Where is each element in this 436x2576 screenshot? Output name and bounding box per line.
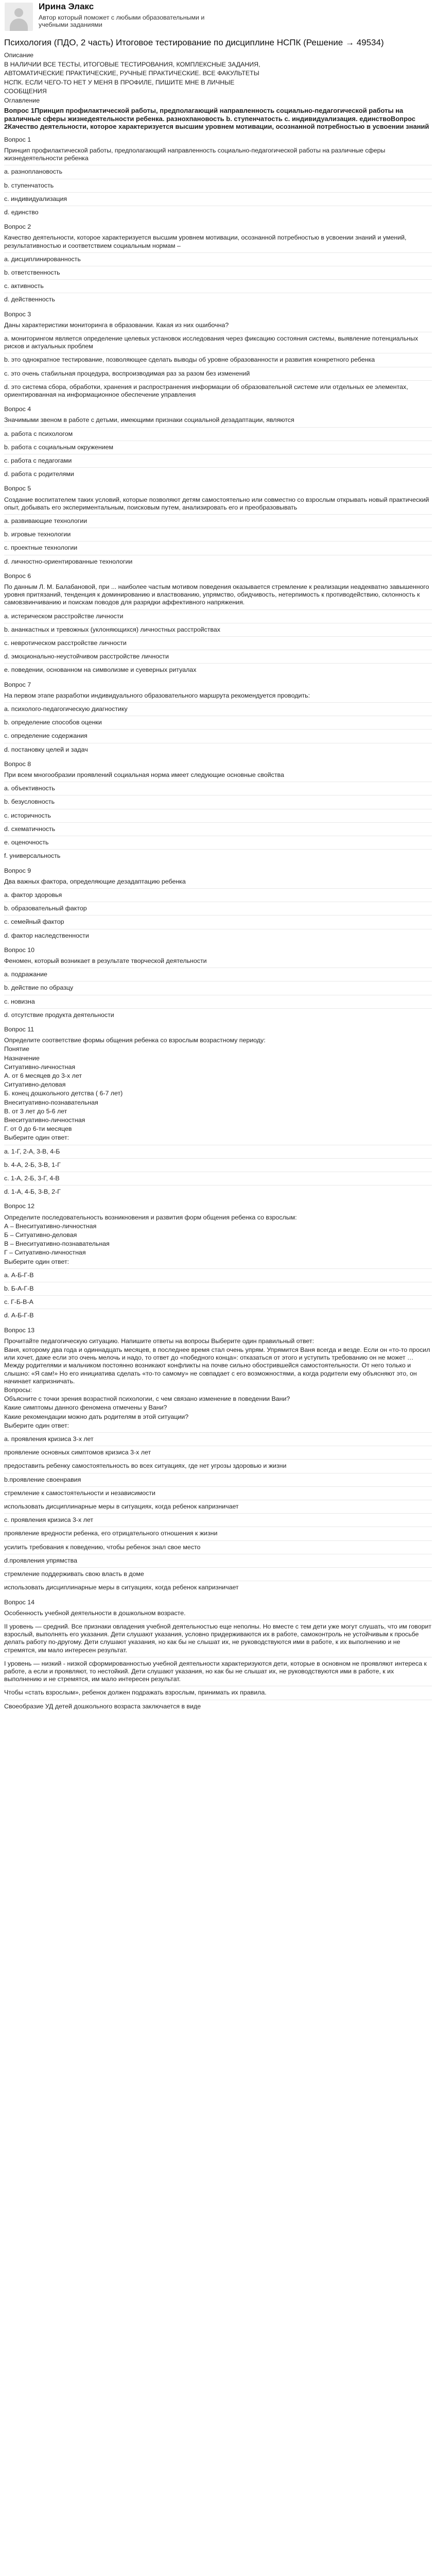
answer-option: II уровень — средний. Все признаки овладения учебной деятельностью еще неполны. Но вместе с тем дети уже могут слушать, что им говорит взрослый, выполнять его указания. Дети слушают указания, условно придерживаются их в работе, самоконтроль не устойчивым к просьбе делать работу по-другому. Дети слушают указания, но как бы не слышат их, не руководствуются ими в работе, к их выполнению и не стремятся, им мало интересен результат. (4, 1620, 432, 1657)
answer-option: d. это система сбора, обработки, хранения и распространения информации об образовательной системе или отдельных ее элементах, ориентированная на информационное обеспечение управления (4, 380, 432, 401)
question-text-line: При всем многообразии проявлений социальная норма имеет следующие основные свойства (4, 771, 284, 779)
answer-option: b. образовательный фактор (4, 902, 432, 915)
answer-option: c. Г-Б-В-А (4, 1295, 432, 1309)
question-text (4, 957, 432, 965)
answer-option: b. безусловность (4, 795, 432, 808)
question-text-line: По данным Л. М. Балабановой, при ... наиболее частым мотивом поведения оказывается стремление к реализации неадекватно завышенного уровня притязаний, тенденция к доминированию и властвованию, упрямство, обидчивость, нетерпимость к противодействию, склонность к самовзвинчиванию и поискам поводов для разрядки аффективного напряжения. (4, 583, 429, 606)
question-item (4, 572, 432, 677)
answer-option: a. разноплановость (4, 165, 432, 178)
answer-option: b. действие по образцу (4, 981, 432, 994)
question-text (4, 234, 432, 249)
answer-option: c. индивидуализация (4, 192, 432, 206)
answer-option: b. ананкастных и тревожных (уклоняющихся) личностных расстройствах (4, 623, 432, 636)
question-number: Вопрос 5 (4, 485, 31, 493)
answer-option: a. развивающие технологии (4, 514, 432, 528)
question-number: Вопрос 2 (4, 223, 31, 231)
description-block (4, 60, 432, 96)
answer-option: d. схематичность (4, 822, 432, 836)
question-item (4, 1599, 432, 1713)
author-header (0, 0, 436, 29)
question-number: Вопрос 1 (4, 135, 31, 143)
document-title: Психология (ПДО, 2 часть) Итоговое тестирование по дисциплине НСПК (Решение → 49534) (4, 38, 384, 47)
answer-option: a. психолого-педагогическую диагностику (4, 702, 432, 716)
question-text-line: Внеситуативно-личностная (4, 1116, 85, 1124)
outline-text: Вопрос 1Принцип профилактической работы, предполагающий направленность социально-педагогической работы на различные сферы жизнедеятельности ребенка. разнохпановость b. ступенчатость c. индивидуализация. единствоВопрос 2Качество деятельности, которое характеризуется высшим уровнем мотивации, осознанной потребностью в усвоении знаний (4, 107, 429, 131)
answer-option: c. работа с педагогами (4, 454, 432, 467)
answer-option: a. работа с психологом (4, 427, 432, 440)
question-text-line: В. от 3 лет до 5-6 лет (4, 1107, 67, 1115)
answer-option: использовать дисциплинарные меры в ситуациях, когда ребенок капризничает (4, 1500, 432, 1513)
avatar-head-shape (14, 8, 23, 17)
answer-option: b. Б-А-Г-В (4, 1282, 432, 1295)
question-text-line: Даны характеристики мониторинга в образовании. Какая из них ошибочна? (4, 321, 229, 329)
question-text-line: Б. конец дошкольного детства ( 6-7 лет) (4, 1090, 123, 1097)
question-number: Вопрос 14 (4, 1598, 35, 1606)
question-text-line: Понятие (4, 1045, 29, 1053)
answer-option: a. истерическом расстройстве личности (4, 609, 432, 623)
answer-option: усилить требования к поведению, чтобы ребенок знал свое место (4, 1540, 432, 1554)
question-text (4, 1214, 432, 1266)
answer-option: d. эмоционально-неустойчивом расстройстве личности (4, 650, 432, 663)
description-line: СООБЩЕНИЯ (4, 87, 47, 95)
answer-option: d. личностно-ориентированные технологии (4, 555, 432, 568)
author-name[interactable]: Ирина Элакс (39, 2, 94, 11)
answer-option: d. 1-А, 4-Б, 3-В, 2-Г (4, 1185, 432, 1198)
question-number: Вопрос 12 (4, 1202, 35, 1210)
question-text-line: Б – Ситуативно-деловая (4, 1231, 77, 1239)
question-text-line: Какие рекомендации можно дать родителям в этой ситуации? (4, 1413, 189, 1420)
question-text-line: А – Внеситуативно-личностная (4, 1222, 97, 1230)
answer-option: a. 1-Г, 2-А, 3-В, 4-Б (4, 1145, 432, 1158)
answer-option: d. единство (4, 206, 432, 219)
question-item (4, 867, 432, 942)
answer-option: a. фактор здоровья (4, 888, 432, 902)
answer-option: f. универсальность (4, 849, 432, 862)
question-text-line: Выберите один ответ: (4, 1134, 69, 1142)
question-text-line: Качество деятельности, которое характеризуется высшим уровнем мотивации, осознанной потребностью в усвоении знаний и умений, результативностью и соответствием социальным нормам – (4, 234, 407, 249)
answer-option: стремление поддерживать свою власть в доме (4, 1567, 432, 1581)
question-text (4, 583, 432, 607)
question-text (4, 1609, 432, 1617)
question-text (4, 321, 432, 329)
answer-option: c. 1-А, 2-Б, 3-Г, 4-В (4, 1172, 432, 1185)
answer-option: b. это однократное тестирование, позволяющее сделать выводы об уровне образованности и развития конкретного ребенка (4, 353, 432, 366)
question-number: Вопрос 13 (4, 1326, 35, 1334)
question-text (4, 771, 432, 779)
question-text-line: Ситуативно-деловая (4, 1081, 66, 1089)
answer-option: d. работа с родителями (4, 467, 432, 481)
answer-option: b. определение способов оценки (4, 716, 432, 729)
question-number: Вопрос 9 (4, 867, 31, 874)
answer-option: c. невротическом расстройстве личности (4, 636, 432, 650)
description-label: Описание (4, 52, 34, 59)
question-text-line: Выберите один ответ: (4, 1421, 69, 1429)
question-item (4, 681, 432, 756)
answer-option: d. отсутствие продукта деятельности (4, 1008, 432, 1022)
question-text-line: Прочитайте педагогическую ситуацию. Напишите ответы на вопросы Выберите один правильный ответ: (4, 1337, 315, 1345)
question-item (4, 1026, 432, 1198)
question-text-line: A. от 6 месяцев до 3-х лет (4, 1072, 82, 1079)
description-line: АВТОМАТИЧЕСКИЕ ПРАКТИЧЕСКИЕ, РУЧНЫЕ ПРАКТИЧЕСКИЕ. ВСЕ ФАКУЛЬТЕТЫ (4, 70, 259, 77)
outline-label: Оглавление (4, 97, 40, 105)
question-text-line: Значимыми звеном в работе с детьми, имеющими признаки социальной дезадаптации, являются (4, 416, 294, 424)
answer-option: c. историчность (4, 809, 432, 822)
question-number: Вопрос 10 (4, 946, 35, 954)
answer-option: d. постановку целей и задач (4, 743, 432, 756)
question-text (4, 416, 432, 424)
question-text (4, 1037, 432, 1142)
question-text-line: Определите последовательность возникновения и развития форм общения ребенка со взрослым: (4, 1213, 297, 1221)
question-item (4, 485, 432, 568)
answer-option: a. проявления кризиса 3-х лет (4, 1432, 432, 1446)
answer-option: b.проявление своенравия (4, 1473, 432, 1486)
answer-option: e. оценочность (4, 836, 432, 849)
question-text-line: Принцип профилактической работы, предполагающий направленность социально-педагогической работы на различные сферы жизнедеятельности ребенка (4, 146, 386, 162)
answer-option: проявление вредности ребенка, его отрицательного отношения к жизни (4, 1527, 432, 1540)
question-text (4, 692, 432, 700)
answer-option: a. А-Б-Г-В (4, 1268, 432, 1282)
answer-option: d.проявления упрямства (4, 1554, 432, 1567)
question-text-line: Определите соответствие формы общения ребенка со взрослым возрастному периоду: (4, 1037, 266, 1044)
answer-option: c. новизна (4, 995, 432, 1008)
question-item (4, 136, 432, 219)
question-item (4, 1327, 432, 1595)
question-number: Вопрос 4 (4, 405, 31, 413)
question-text (4, 878, 432, 886)
question-number: Вопрос 6 (4, 572, 31, 580)
avatar-body-shape (10, 19, 28, 31)
question-text-line: Какие симптомы данного феномена отмечены у Вани? (4, 1404, 167, 1412)
question-number: Вопрос 8 (4, 760, 31, 768)
answer-option: c. проявления кризиса 3-х лет (4, 1513, 432, 1527)
question-item (4, 311, 432, 402)
answer-option: d. действенность (4, 293, 432, 306)
question-text-line: Назначение (4, 1054, 40, 1062)
question-item (4, 405, 432, 481)
answer-option: a. мониторингом является определение целевых установок исследования через фиксацию состояния системы, выявление потенциальных рисков и актуальных проблем (4, 332, 432, 353)
question-text-line: Ваня, которому два года и одиннадцать месяцев, в последнее время стал очень упрям. Упрямится Ваня всегда и везде. Если он «то-то просил или хочет, даже если это очень мелочь и надо, то ответ до «победного конца»: отказаться от этого и уступить требованию он не может … Между родителями и мальчиком постоянно возникают конфликты на почве сильно обострившейся самостоятельности. От него только и слышно: «Я сам!» Но его инициатива сделать «то-то самому» не совпадает с его возможностями, а когда родители ему объясняют это, он начинает капризничать. (4, 1346, 430, 1385)
question-text-line: Внеситуативно-познавательная (4, 1098, 98, 1106)
question-list (4, 136, 432, 1713)
answer-option: d. А-Б-Г-В (4, 1309, 432, 1322)
author-about: Автор который поможет с любыми образовательными и учебными заданиями (39, 14, 205, 28)
answer-option: стремление к самостоятельности и независимости (4, 1486, 432, 1500)
question-item (4, 1202, 432, 1322)
question-number: Вопрос 7 (4, 681, 31, 688)
answer-option: c. семейный фактор (4, 915, 432, 928)
question-text (4, 496, 432, 512)
answer-option: проявление основных симптомов кризиса 3-х лет (4, 1446, 432, 1459)
question-item (4, 223, 432, 306)
answer-option: d. фактор наследственности (4, 929, 432, 942)
answer-option: e. поведении, основанном на символизме и суеверных ритуалах (4, 663, 432, 676)
question-text-line: Два важных фактора, определяющие дезадаптацию ребенка (4, 877, 186, 885)
answer-option: c. активность (4, 279, 432, 293)
question-text (4, 147, 432, 162)
question-text-line: Объясните с точки зрения возрастной психологии, с чем связано изменение в поведении Вани? (4, 1395, 290, 1403)
answer-option: c. проектные технологии (4, 541, 432, 554)
question-number: Вопрос 3 (4, 310, 31, 318)
answer-option: c. это очень стабильная процедура, воспроизводимая раз за разом без изменений (4, 367, 432, 380)
description-line: НСПК. ЕСЛИ ЧЕГО-ТО НЕТ У МЕНЯ В ПРОФИЛЕ, ПИШИТЕ МНЕ В ЛИЧНЫЕ (4, 78, 235, 86)
answer-option: Чтобы «стать взрослым», ребенок должен подражать взрослым, принимать их правила. (4, 1686, 432, 1699)
question-text-line: Г. от 0 до 6-ти месяцев (4, 1125, 72, 1133)
question-text-line: Феномен, который возникает в результате творческой деятельности (4, 957, 207, 964)
answer-option: c. определение содержания (4, 729, 432, 742)
description-line: В НАЛИЧИИ ВСЕ ТЕСТЫ, ИТОГОВЫЕ ТЕСТИРОВАНИЯ, КОМПЛЕКСНЫЕ ЗАДАНИЯ, (4, 61, 260, 69)
question-text (4, 1337, 432, 1430)
answer-option: Своеобразие УД детей дошкольного возраста заключается в виде (4, 1700, 432, 1713)
answer-option: b. работа с социальным окружением (4, 440, 432, 454)
author-avatar[interactable] (5, 3, 33, 31)
answer-option: a. объективность (4, 782, 432, 795)
answer-option: предоставить ребенку самостоятельность во всех ситуациях, где нет угрозы здоровью и жизни (4, 1459, 432, 1472)
question-text-line: Вопросы: (4, 1386, 32, 1394)
question-text-line: Ситуативно-личностная (4, 1063, 76, 1071)
answer-option: b. ступенчатость (4, 179, 432, 192)
document-content (0, 48, 436, 1713)
answer-option: a. дисциплинированность (4, 252, 432, 266)
answer-option: использовать дисциплинарные меры в ситуациях, когда ребенок капризничает (4, 1581, 432, 1594)
question-text-line: В – Внеситуативно-познавательная (4, 1240, 110, 1248)
answer-option: b. 4-А, 2-Б, 3-В, 1-Г (4, 1158, 432, 1172)
question-text-line: Г – Ситуативно-личностная (4, 1249, 86, 1257)
question-text-line: Создание воспитателем таких условий, которые позволяют детям самостоятельно или совместно со взрослым открывать новый практический опыт, добывать его экспериментальным, поисковым путем, анализировать его и преобразовывать (4, 496, 429, 511)
answer-option: a. подражание (4, 968, 432, 981)
question-text-line: На первом этапе разработки индивидуального образовательного маршрута рекомендуется проводить: (4, 691, 310, 699)
question-text-line: Выберите один ответ: (4, 1258, 69, 1265)
answer-option: I уровень — низкий - низкой сформированностью учебной деятельности характеризуются дети, которые в основном не проявляют интереса к работе, а если и проявляют, то нестойкий. Дети слушают указания, но как бы не слышат их, не руководствуются ими в работе, к их выполнению и не стремятся, им мало интересен результат. (4, 1657, 432, 1686)
question-number: Вопрос 11 (4, 1025, 34, 1033)
question-item (4, 760, 432, 863)
answer-option: b. игровые технологии (4, 528, 432, 541)
question-text-line: Особенность учебной деятельности в дошкольном возрасте. (4, 1609, 186, 1617)
answer-option: b. ответственность (4, 266, 432, 279)
question-item (4, 946, 432, 1022)
